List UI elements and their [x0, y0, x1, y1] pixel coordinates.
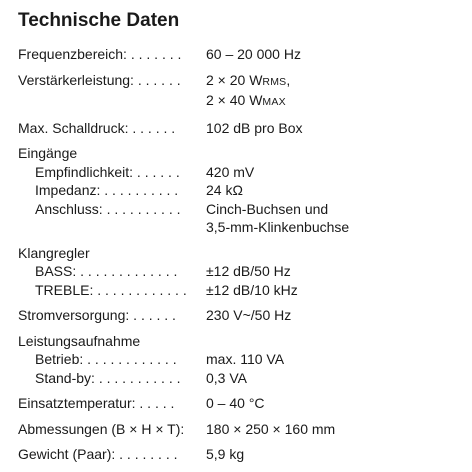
spec-label: Abmessungen (B × H × T): [18, 420, 185, 437]
section-heading-tone: Klangregler [18, 244, 90, 261]
spec-row-impedance [18, 181, 458, 200]
spec-row-sensitivity [18, 163, 458, 182]
spec-value: 180 × 250 × 160 mm [206, 420, 336, 437]
spec-value: ±12 dB/50 Hz [206, 263, 291, 279]
spec-row-bass [18, 262, 458, 281]
spec-sheet [18, 8, 458, 464]
section-heading-inputs: Eingänge [18, 145, 78, 161]
spec-value: 5,9 kg [206, 446, 245, 462]
amp-value-unit: RMS [262, 75, 287, 88]
amp-value-prefix: 2 × 20 W [206, 71, 263, 88]
spec-label: BASS: . . . . . . . . . . . . . [35, 263, 178, 279]
spec-value: 24 kΩ [206, 182, 243, 198]
spec-row-spl [18, 119, 458, 138]
spec-label: Anschluss: . . . . . . . . . . [35, 200, 181, 217]
spec-value: 0 – 40 °C [206, 395, 265, 411]
spec-value: Cinch-Buchsen und [206, 200, 329, 217]
amp-value-suffix: , [286, 71, 291, 88]
spec-row-weight [18, 445, 458, 464]
spec-value: 3,5-mm-Klinkenbuchse [206, 219, 350, 235]
spec-label: Impedanz: . . . . . . . . . . [35, 182, 179, 198]
spec-value: ±12 dB/10 kHz [206, 281, 298, 298]
amp-value-prefix: 2 × 40 W [206, 92, 263, 108]
spec-row-connection-cont [18, 218, 458, 237]
spec-label: Empfindlichkeit: . . . . . . [35, 163, 180, 180]
spec-value: 60 – 20 000 Hz [206, 46, 301, 62]
spec-row-frequency [18, 45, 458, 64]
spec-label: TREBLE: . . . . . . . . . . . . [35, 281, 187, 298]
spec-label: Stand-by: . . . . . . . . . . . [35, 369, 181, 386]
spec-label: Betrieb: . . . . . . . . . . . . [35, 351, 177, 367]
spec-row-amplifier-cont [18, 91, 458, 112]
spec-label: Frequenzbereich: . . . . . . . [18, 46, 182, 62]
spec-label: Max. Schalldruck: . . . . . . [18, 119, 176, 136]
spec-row-dimensions [18, 420, 458, 439]
spec-row-connection [18, 200, 458, 219]
spec-value: 102 dB pro Box [206, 119, 303, 136]
page-title: Technische Daten [18, 10, 180, 31]
spec-label: Verstärkerleistung: . . . . . . [18, 71, 181, 88]
amp-value-unit: MAX [262, 96, 286, 108]
spec-row-standby [18, 369, 458, 388]
spec-value: 0,3 VA [206, 369, 247, 386]
spec-label: Einsatztemperatur: . . . . . [18, 395, 175, 411]
spec-value [206, 91, 458, 112]
spec-label: Gewicht (Paar): . . . . . . . . [18, 446, 178, 462]
spec-value: max. 110 VA [206, 351, 285, 367]
spec-label: Stromversorgung: . . . . . . [18, 307, 176, 323]
spec-row-treble [18, 281, 458, 300]
spec-row-power-supply [18, 306, 458, 325]
section-heading-consumption: Leistungsaufnahme [18, 332, 141, 349]
spec-row-amplifier [18, 71, 458, 92]
spec-value: 230 V~/50 Hz [206, 307, 292, 323]
spec-value [206, 71, 458, 92]
spec-row-temperature [18, 394, 458, 413]
spec-row-operation [18, 350, 458, 369]
spec-value: 420 mV [206, 163, 255, 180]
